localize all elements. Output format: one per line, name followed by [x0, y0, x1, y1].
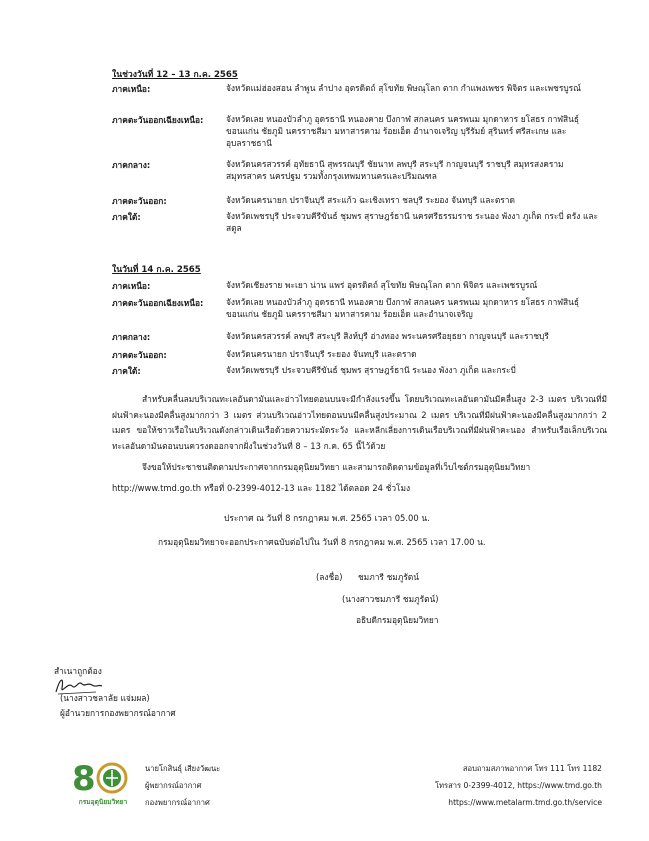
- s1-row-northeast: [112, 113, 602, 149]
- director-position: อธิบดีกรมอุตุนิยมวิทยา: [356, 615, 439, 625]
- signed-name: ชมภารี ชมภูรัตน์: [358, 572, 419, 582]
- logo-text: กรมอุตุนิยมวิทยา: [78, 798, 128, 806]
- region-label: ภาคใต้:: [112, 212, 141, 222]
- next-issue: กรมอุตุนิยมวิทยาจะออกประกาศฉบับต่อไปใน วันที่ 8 กรกฎาคม พ.ศ. 2565 เวลา 17.00 น.: [158, 537, 486, 547]
- tmd-80-logo: [72, 752, 134, 814]
- province-list: จังหวัดแม่ฮ่องสอน ลำพูน ลำปาง อุตรดิตถ์ สุโขทัย พิษณุโลก ตาก กำแพงเพชร พิจิตร และเพชรบูรณ์: [226, 83, 581, 93]
- service-url-link[interactable]: https://www.metalarm.tmd.go.th/service: [448, 798, 602, 807]
- forecaster-role: ผู้พยากรณ์อากาศ: [145, 781, 202, 790]
- wave-warning-paragraph: สำหรับคลื่นลมบริเวณทะเลอันดามันและอ่าวไทยตอนบนจะมีกำลังแรงขึ้น โดยบริเวณทะเลอันดามันมีคลื่นสูง 2-3 เมตร บริเวณที่มีฝนฟ้าคะนองมีคลื่นสูงมากกว่า 3 เมตร ส่วนบริเวณอ่าวไทยตอนบนมีคลื่นสูงประมาณ 2 เมตร บริเวณที่มีฝนฟ้าคะนองมีคลื่นสูงมากกว่า 2 เมตร ขอให้ชาวเรือในบริเวณดังกล่าวเดินเรือด้วยความระมัดระวัง และหลีกเลี่ยงการเดินเรือบริเวณที่มีฝนฟ้าคะนอง สำหรับเรือเล็กบริเวณทะเลอันดามันตอนบนควรงดออกจากฝั่งในช่วงวันที่ 8 – 13 ก.ค. 65 นี้ไว้ด้วย: [112, 394, 607, 451]
- region-label: ภาคตะวันออกเฉียงเหนือ:: [112, 115, 204, 125]
- forecaster-name: นายโกสินธุ์ เสียงวัฒนะ: [145, 764, 221, 773]
- region-label: ภาคตะวันออก:: [112, 350, 167, 360]
- region-label: ภาคเหนือ:: [112, 281, 151, 291]
- region-label: ภาคกลาง:: [112, 160, 151, 170]
- province-list: จังหวัดนครนายก ปราจีนบุรี ระยอง จันทบุรี และตราด: [226, 349, 417, 359]
- director-full-name: (นางสาวชมภารี ชมภูรัตน์): [342, 594, 439, 604]
- province-list: จังหวัดนครสวรรค์ ลพบุรี สระบุรี สิงห์บุรี อ่างทอง พระนครศรีอยุธยา กาญจนบุรี และราชบุรี: [226, 331, 549, 341]
- province-list: จังหวัดเลย หนองบัวลำภู อุดรธานี หนองคาย บึงกาฬ สกลนคร นครพนม มุกดาหาร ยโสธร กาฬสินธุ์ ขอนแก่น ชัยภูมิ นครราชสีมา มหาสารคาม ร้อยเอ็ด และอำนาจเจริญ: [226, 297, 580, 319]
- province-list: จังหวัดนครนายก ปราจีนบุรี สระแก้ว ฉะเชิงเทรา ชลบุรี ระยอง จันทบุรี และตราด: [226, 195, 515, 205]
- s2-row-north: [112, 279, 602, 293]
- region-label: ภาคกลาง:: [112, 332, 151, 342]
- certified-label: สำเนาถูกต้อง: [54, 666, 102, 676]
- s1-row-east: [112, 194, 602, 208]
- province-list: จังหวัดเพชรบุรี ประจวบคีรีขันธ์ ชุมพร สุราษฎร์ธานี ระนอง พังงา ภูเก็ต และกระบี่: [226, 365, 516, 375]
- inquiry-line: สอบถามสภาพอากาศ โทร 111 โทร 1182: [462, 764, 602, 773]
- s2-row-east: [112, 348, 602, 362]
- announced-date: ประกาศ ณ วันที่ 8 กรกฎาคม พ.ศ. 2565 เวลา 05.00 น.: [224, 513, 430, 523]
- certifier-position: ผู้อำนวยการกองพยากรณ์อากาศ: [60, 708, 176, 718]
- svg-text:8: 8: [72, 759, 96, 799]
- s1-row-north: [112, 82, 602, 96]
- s2-row-northeast: [112, 296, 602, 320]
- province-list: จังหวัดเลย หนองบัวลำภู อุดรธานี หนองคาย บึงกาฬ สกลนคร นครพนม มุกดาหาร ยโสธร กาฬสินธุ์ ขอนแก่น ชัยภูมิ นครราชสีมา มหาสารคาม ร้อยเอ็ด อำนาจเจริญ บุรีรัมย์ สุรินทร์ ศรีสะเกษ และอุบลราชธานี: [226, 114, 580, 148]
- province-list: จังหวัดเพชรบุรี ประจวบคีรีขันธ์ ชุมพร สุราษฎร์ธานี นครศรีธรรมราช ระนอง พังงา ภูเก็ต กระบี่ ตรัง และสตูล: [226, 211, 599, 233]
- certifier-name: (นางสาวชลาลัย แจ่มผล): [60, 693, 150, 703]
- contact-line: http://www.tmd.go.th หรือที่ 0-2399-4012-13 และ 1182 ได้ตลอด 24 ชั่วโมง: [112, 483, 411, 493]
- forecaster-dept: กองพยากรณ์อากาศ: [145, 798, 210, 807]
- section1-heading: ในช่วงวันที่ 12 – 13 ก.ค. 2565: [112, 70, 238, 80]
- forecaster-block: [145, 762, 220, 809]
- fax-web-line[interactable]: โทรสาร 0-2399-4012, https://www.tmd.go.th: [434, 781, 602, 790]
- s1-row-central: [112, 158, 602, 182]
- signed-label: (ลงชื่อ): [316, 572, 343, 582]
- region-label: ภาคตะวันออกเฉียงเหนือ:: [112, 298, 204, 308]
- region-label: ภาคใต้:: [112, 366, 141, 376]
- follow-paragraph: จึงขอให้ประชาชนติดตามประกาศจากกรมอุตุนิยมวิทยา และสามารถติดตามข้อมูลที่เว็บไซต์กรมอุตุนิยมวิทยา: [142, 462, 531, 472]
- province-list: จังหวัดเชียงราย พะเยา น่าน แพร่ อุตรดิตถ์ สุโขทัย พิษณุโลก ตาก พิจิตร และเพชรบูรณ์: [226, 280, 538, 290]
- contact-block: [380, 762, 602, 809]
- s2-row-central: [112, 330, 602, 344]
- s2-row-south: [112, 364, 602, 378]
- s1-row-south: [112, 210, 602, 234]
- province-list: จังหวัดนครสวรรค์ อุทัยธานี สุพรรณบุรี ชัยนาท ลพบุรี สระบุรี กาญจนบุรี ราชบุรี สมุทรสงคราม สมุทรสาคร นครปฐม รวมทั้งกรุงเทพมหานครและปริมณฑล: [226, 159, 564, 181]
- region-label: ภาคเหนือ:: [112, 84, 151, 94]
- section2-heading: ในวันที่ 14 ก.ค. 2565: [112, 265, 201, 275]
- region-label: ภาคตะวันออก:: [112, 196, 167, 206]
